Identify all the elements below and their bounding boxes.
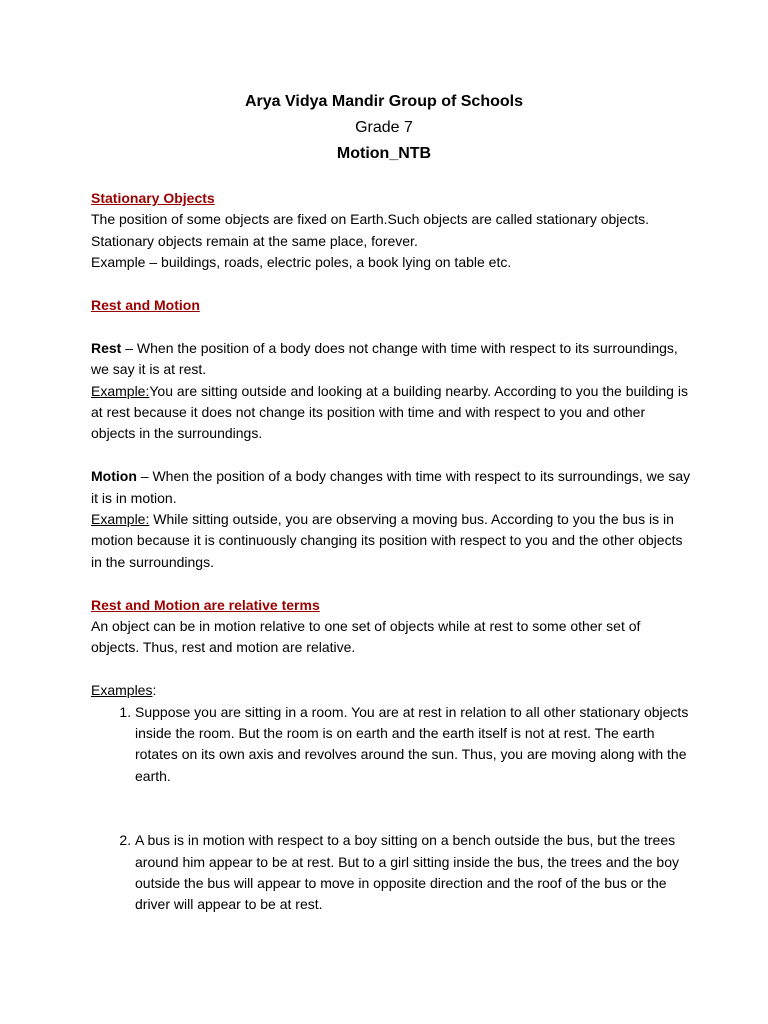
spacer <box>91 573 691 594</box>
rest-term: Rest <box>91 339 122 356</box>
rest-definition <box>91 338 691 381</box>
examples-label-text: Examples <box>91 682 153 699</box>
document-title: Motion_NTB <box>336 145 432 162</box>
motion-term: Motion <box>91 468 137 485</box>
rest-definition-text: – When the position of a body does not change with time with respect to its surroundings, we say it is at rest. <box>91 339 678 378</box>
motion-example-label: Example: <box>91 511 150 528</box>
section-heading-relative: Rest and Motion are relative terms <box>91 596 320 613</box>
document-body <box>91 188 691 916</box>
rest-example <box>91 381 691 445</box>
motion-definition <box>91 466 691 509</box>
spacer <box>91 659 691 680</box>
section-heading-rest-motion: Rest and Motion <box>91 297 200 314</box>
spacer <box>91 274 691 295</box>
examples-list <box>91 702 691 916</box>
grade-label: Grade 7 <box>355 119 413 136</box>
motion-example-text: While sitting outside, you are observing a moving bus. According to you the bus is in motion because it is continuously changing its position with respect to you and the other objects in the surroundings. <box>91 511 683 570</box>
examples-label <box>91 680 691 701</box>
section-heading-stationary: Stationary Objects <box>91 190 215 206</box>
spacer <box>91 445 691 466</box>
relative-paragraph: An object can be in motion relative to one set of objects while at rest to some other set of objects. Thus, rest and motion are relative. <box>91 618 641 656</box>
spacer <box>91 316 691 337</box>
rest-example-text: You are sitting outside and looking at a building nearby. According to you the building is at rest because it does not change its position with time and with respect to you and other objects in the surroundings. <box>91 382 688 442</box>
school-name: Arya Vidya Mandir Group of Schools <box>245 93 523 110</box>
list-item: 2. A bus is in motion with respect to a boy sitting on a bench outside the bus, but the trees around him appear to be at rest. But to a girl sitting inside the bus, the trees and the boy outside the bus will appear to move in opposite direction and the roof of the bus or the driver will appear to be at rest. <box>135 830 691 916</box>
motion-example <box>91 509 691 573</box>
motion-definition-text: – When the position of a body changes with time with respect to its surroundings, we say it is in motion. <box>91 468 691 506</box>
stationary-paragraph: The position of some objects are fixed on Earth.Such objects are called stationary objects. Stationary objects remain at the same place, forever. <box>91 211 649 249</box>
examples-colon: : <box>152 682 157 699</box>
list-item: 1. Suppose you are sitting in a room. You are at rest in relation to all other stationary objects inside the room. But the room is on earth and the earth itself is not at rest. The earth rotates on its own axis and revolves around the sun. Thus, you are moving along with the earth. <box>135 702 691 788</box>
stationary-example: Example – buildings, roads, electric poles, a book lying on table etc. <box>91 254 512 271</box>
rest-example-label: Example: <box>91 382 150 399</box>
